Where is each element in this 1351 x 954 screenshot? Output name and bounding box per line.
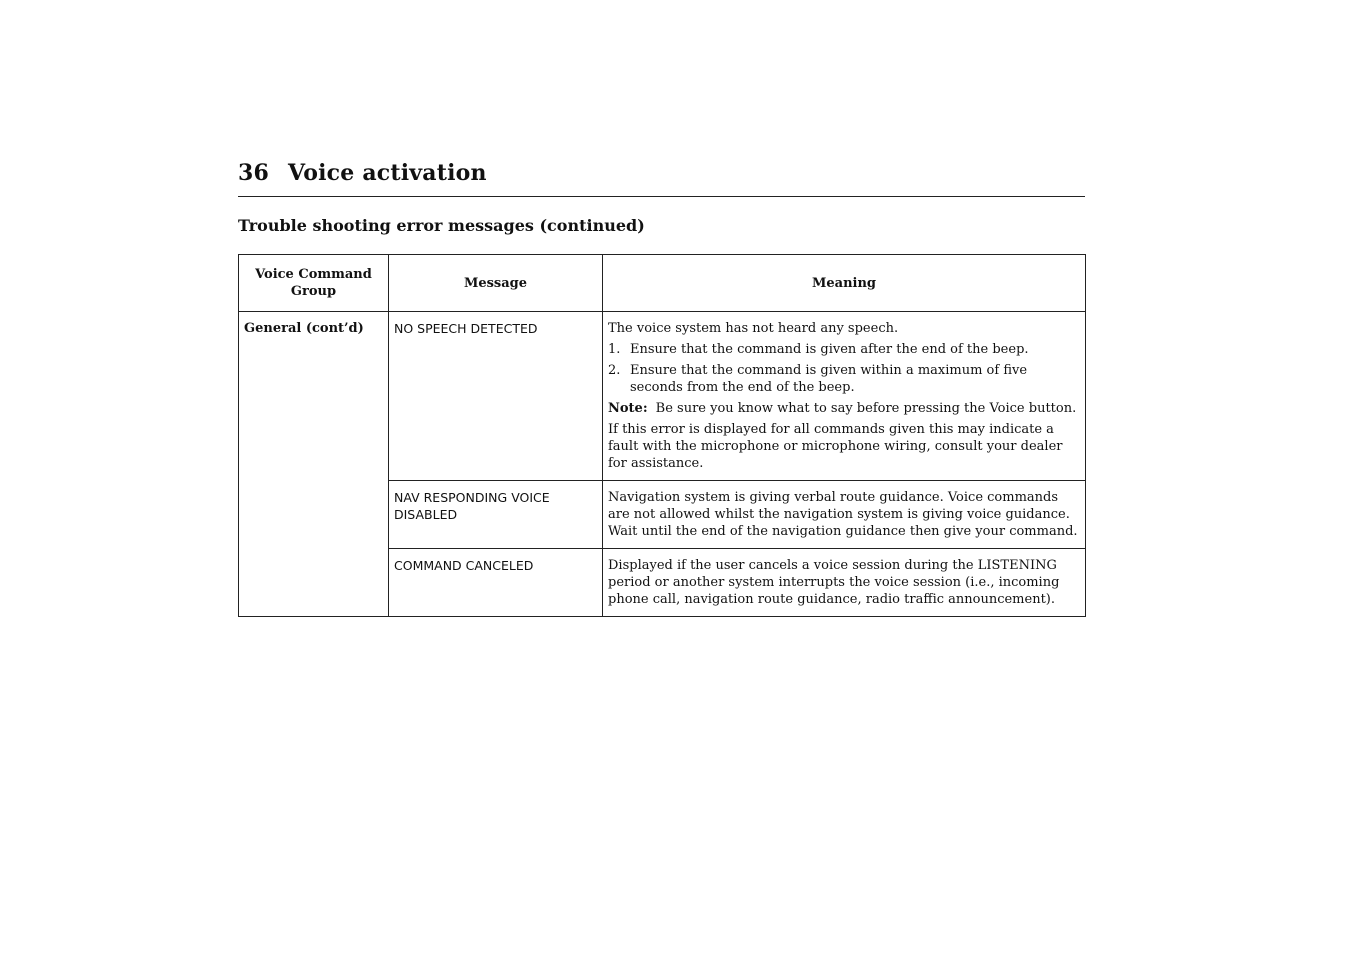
note <box>608 400 1079 417</box>
trouble-shooting-table <box>238 254 1086 617</box>
message-cell: COMMAND CANCELED <box>389 549 603 617</box>
page-number: 36 <box>238 160 270 186</box>
item-number: 2. <box>608 363 621 378</box>
meaning-cell: Navigation system is giving verbal route guidance. Voice commands are not allowed whilst the navigation system is giving voice guidance. Wait until the end of the navigation guidance then give your command. <box>603 481 1086 549</box>
meaning-intro: The voice system has not heard any speech. <box>608 321 899 336</box>
note-label: Note: <box>608 401 648 416</box>
numbered-item <box>608 362 1079 396</box>
page-title: Voice activation <box>288 160 487 186</box>
item-text: Ensure that the command is given after the end of the beep. <box>630 342 1029 357</box>
column-header-meaning: Meaning <box>603 255 1086 312</box>
meaning-cell: Displayed if the user cancels a voice session during the LISTENING period or another system interrupts the voice session (i.e., incoming phone call, navigation route guidance, radio traffic announcement). <box>603 549 1086 617</box>
message-cell: NO SPEECH DETECTED <box>389 312 603 481</box>
page-header <box>238 158 1085 197</box>
meaning-cell <box>603 312 1086 481</box>
table-header-row <box>239 255 1086 312</box>
column-header-group: Voice Command Group <box>239 255 389 312</box>
item-number: 1. <box>608 342 621 357</box>
group-cell: General (cont’d) <box>239 312 389 617</box>
column-header-message: Message <box>389 255 603 312</box>
meaning-outro: If this error is displayed for all commands given this may indicate a fault with the microphone or microphone wiring, consult your dealer for assistance. <box>608 422 1063 471</box>
message-cell: NAV RESPONDING VOICE DISABLED <box>389 481 603 549</box>
table-row <box>239 312 1086 481</box>
note-text: Be sure you know what to say before pressing the Voice button. <box>655 401 1077 416</box>
section-heading: Trouble shooting error messages (continued) <box>238 216 645 235</box>
item-text: Ensure that the command is given within a maximum of five seconds from the end of the beep. <box>630 363 1028 395</box>
numbered-item <box>608 341 1079 358</box>
